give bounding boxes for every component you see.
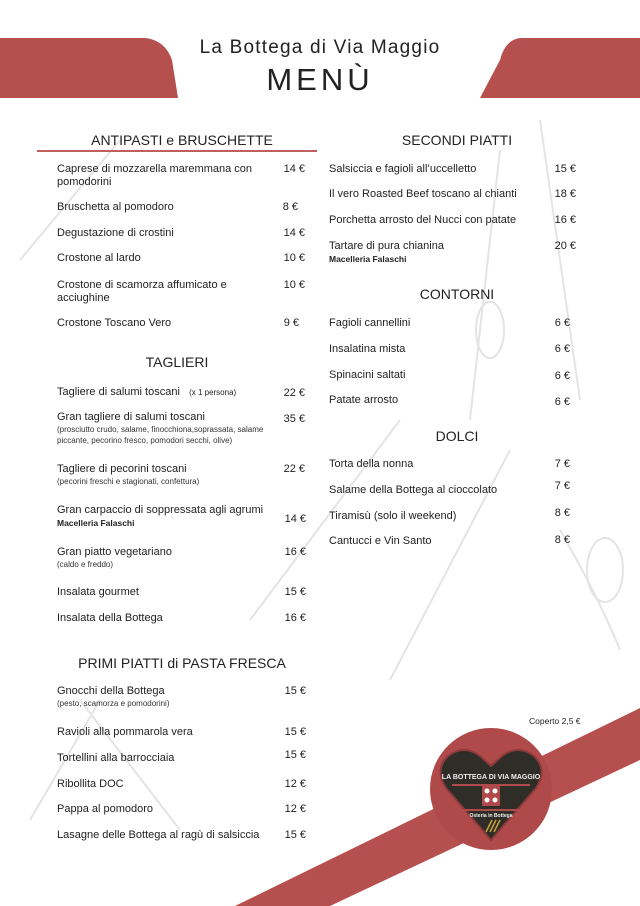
restaurant-name: La Bottega di Via Maggio bbox=[199, 37, 441, 58]
menu-item: Degustazione di crostini bbox=[57, 227, 174, 239]
menu-item: Salsiccia e fagioli all’uccelletto bbox=[329, 163, 477, 175]
menu-item: Insalatina mista bbox=[329, 343, 406, 355]
menu-item: Lasagne delle Bottega al ragù di salsiccia bbox=[57, 829, 260, 841]
item-price: 10 € bbox=[283, 252, 305, 264]
item-price: 22 € bbox=[283, 463, 305, 475]
item-price: 6 € bbox=[554, 317, 570, 329]
item-name: Tartare di pura chianina bbox=[329, 240, 444, 252]
item-name: Tagliere di pecorini toscani bbox=[57, 463, 187, 475]
item-price: 8 € bbox=[554, 534, 570, 546]
menu-item: Patate arrosto bbox=[329, 394, 399, 406]
item-price: 15 € bbox=[284, 726, 306, 738]
item-name: Gran tagliere di salumi toscani bbox=[57, 411, 205, 423]
menu-item: Caprese di mozzarella maremmana con pomodorini bbox=[57, 163, 253, 188]
heart-logo-icon bbox=[430, 728, 552, 850]
page-title: MENÙ bbox=[266, 62, 374, 97]
menu-item: Insalata della Bottega bbox=[57, 612, 163, 624]
section-primi-title: PRIMI PIATTI di PASTA FRESCA bbox=[78, 655, 286, 671]
section-contorni-title: CONTORNI bbox=[419, 286, 495, 302]
item-price: 12 € bbox=[284, 778, 306, 790]
menu-item bbox=[57, 386, 236, 399]
menu-item: Crostone Toscano Vero bbox=[57, 317, 172, 329]
item-price: 14 € bbox=[283, 227, 305, 239]
section-antipasti-title: ANTIPASTI e BRUSCHETTE bbox=[91, 132, 273, 148]
menu-item: Fagioli cannellini bbox=[329, 317, 411, 329]
logo-subtitle: Osteria in Bottega bbox=[469, 813, 513, 819]
item-price: 15 € bbox=[554, 163, 576, 175]
menu-item: Cantucci e Vin Santo bbox=[329, 535, 432, 547]
section-secondi-title: SECONDI PIATTI bbox=[401, 132, 513, 148]
item-price: 12 € bbox=[284, 803, 306, 815]
item-description: (pecorini freschi e stagionati, confettura) bbox=[57, 477, 200, 486]
menu-item bbox=[57, 463, 277, 487]
item-price: 15 € bbox=[284, 685, 306, 697]
item-price: 6 € bbox=[554, 396, 570, 408]
item-price: 6 € bbox=[554, 370, 570, 382]
item-price: 10 € bbox=[283, 279, 305, 291]
item-price: 22 € bbox=[283, 387, 305, 399]
menu-item: Ribollita DOC bbox=[57, 778, 124, 790]
item-price: 15 € bbox=[284, 586, 306, 598]
item-name: Gran piatto vegetariano bbox=[57, 546, 172, 558]
item-price: 7 € bbox=[554, 480, 570, 492]
item-price: 8 € bbox=[282, 201, 298, 213]
item-price: 15 € bbox=[284, 749, 306, 761]
item-price: 9 € bbox=[283, 317, 299, 329]
menu-item: Crostone al lardo bbox=[57, 252, 141, 264]
section-taglieri-title: TAGLIERI bbox=[145, 354, 209, 370]
menu-item bbox=[57, 504, 287, 530]
menu-item: Tiramisù (solo il weekend) bbox=[329, 510, 457, 522]
menu-item: Spinacini saltati bbox=[329, 369, 406, 381]
menu-item: Salame della Bottega al cioccolato bbox=[329, 484, 498, 496]
item-price: 7 € bbox=[554, 458, 570, 470]
item-price: 20 € bbox=[554, 240, 576, 252]
item-price: 16 € bbox=[554, 214, 576, 226]
item-price: 14 € bbox=[284, 513, 306, 525]
menu-item: Tortellini alla barrocciaia bbox=[57, 752, 175, 764]
menu-item: Insalata gourmet bbox=[57, 586, 139, 598]
item-price: 15 € bbox=[284, 829, 306, 841]
cover-charge: Coperto 2,5 € bbox=[529, 716, 581, 726]
restaurant-logo bbox=[430, 728, 552, 850]
item-price: 16 € bbox=[284, 546, 306, 558]
menu-item: Torta della nonna bbox=[329, 458, 414, 470]
item-description: (prosciutto crudo, salame, finocchiona,soprassata, salame piccante, pecorino fresco, pomodori secchi, olive) bbox=[57, 425, 264, 445]
menu-item: Crostone di scamorza affumicato e acciughine bbox=[57, 279, 227, 304]
menu-item bbox=[57, 411, 275, 446]
item-price: 18 € bbox=[554, 188, 576, 200]
logo-title: LA BOTTEGA DI VIA MAGGIO bbox=[441, 774, 541, 781]
item-supplier: Macelleria Falaschi bbox=[329, 254, 407, 264]
menu-item: Ravioli alla pommarola vera bbox=[57, 726, 193, 738]
item-name: Gran carpaccio di soppressata agli agrumi bbox=[57, 504, 264, 516]
menu-item: Pappa al pomodoro bbox=[57, 803, 154, 815]
item-price: 16 € bbox=[284, 612, 306, 624]
section-divider bbox=[37, 150, 317, 152]
item-supplier: Macelleria Falaschi bbox=[57, 518, 135, 528]
menu-item bbox=[57, 546, 172, 570]
menu-item: Bruschetta al pomodoro bbox=[57, 201, 174, 213]
menu-item: Il vero Roasted Beef toscano al chianti bbox=[329, 188, 517, 200]
item-description: (pesto, scamorza e pomodorini) bbox=[57, 699, 170, 708]
item-name: Gnocchi della Bottega bbox=[57, 685, 165, 697]
item-name: Tagliere di salumi toscani bbox=[57, 386, 180, 398]
item-description: (caldo e freddo) bbox=[57, 560, 114, 569]
menu-item: Porchetta arrosto del Nucci con patate bbox=[329, 214, 517, 226]
item-price: 35 € bbox=[283, 413, 305, 425]
section-dolci-title: DOLCI bbox=[435, 428, 479, 444]
item-price: 8 € bbox=[554, 507, 570, 519]
menu-item bbox=[57, 685, 170, 709]
item-note: (x 1 persona) bbox=[189, 388, 237, 397]
menu-item bbox=[329, 240, 444, 266]
item-price: 14 € bbox=[283, 163, 305, 175]
item-price: 6 € bbox=[554, 343, 570, 355]
